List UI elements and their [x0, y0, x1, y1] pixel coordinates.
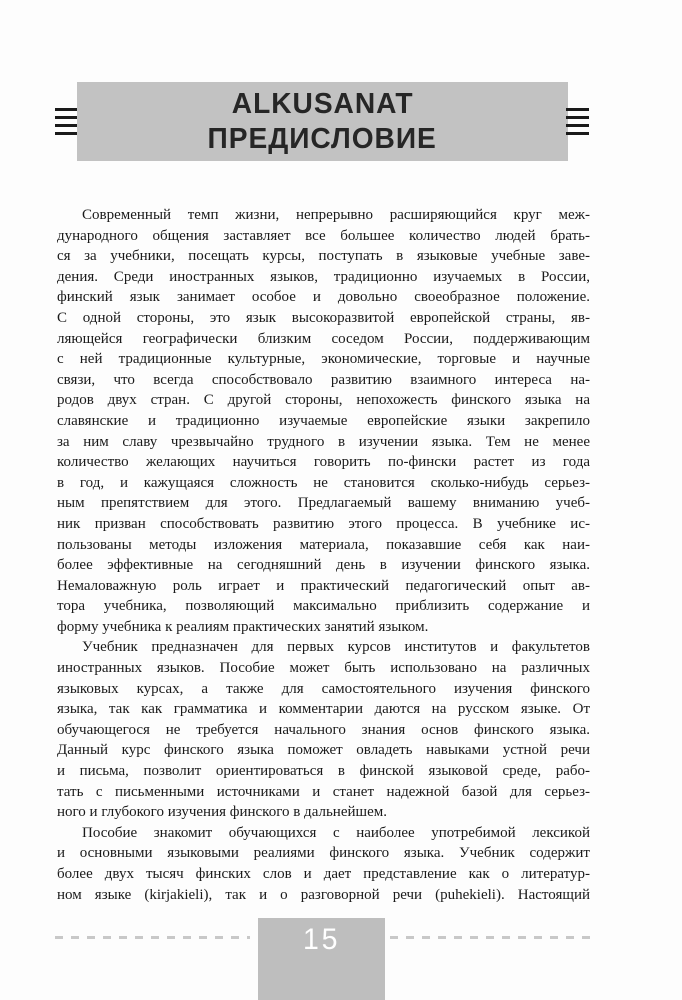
- text-line: и основными языковыми реалиями финского языка. Учебник содержит: [57, 845, 590, 862]
- text-line: за ним славу чрезвычайно трудного в изучении языка. Тем не менее: [57, 433, 590, 450]
- text-line: ном языке (kirjakieli), так и о разговорной речи (puhekieli). Настоящий: [57, 886, 590, 903]
- text-line: родов двух стран. С другой стороны, непохожесть финского языка на: [57, 392, 590, 409]
- chapter-title-finnish: ALKUSANAT: [231, 87, 414, 120]
- text-line: дународного общения заставляет все большее количество людей брать-: [57, 227, 590, 244]
- text-line: форму учебника к реалиям практических занятий языком.: [57, 618, 429, 635]
- page-number-box: [258, 918, 385, 1000]
- text-line: ник призван способствовать развитию этого процесса. В учебнике ис-: [57, 515, 590, 532]
- text-line: в год, и кажущаяся сложность не становится сколько-нибудь серьез-: [57, 474, 590, 491]
- paragraph: [57, 823, 590, 905]
- text-line: тора учебника, позволяющий максимально приблизить содержание и: [57, 598, 590, 615]
- text-line: ным препятствием для этого. Предлагаемый вашему вниманию учеб-: [57, 495, 590, 512]
- text-line: языка, так как грамматика и комментарии даются на русском языке. От: [57, 701, 590, 718]
- text-line: славянские и традиционно изучаемые европейские языки закрепило: [57, 412, 590, 429]
- text-line: дения. Среди иностранных языков, традиционно изучаемых в России,: [57, 268, 590, 285]
- text-line: более двух тысяч финских слов и дает представление как о литератур-: [57, 866, 590, 882]
- text-line: языковых курсах, а также для самостоятельного изучения финского: [57, 680, 590, 697]
- text-line: тать с письменными источниками и станет надежной базой для серьез-: [57, 783, 590, 800]
- text-line: финский язык занимает особое и довольно своеобразное положение.: [57, 289, 590, 306]
- text-line: Пособие знакомит обучающихся с наиболее употребимой лексикой: [82, 824, 590, 841]
- text-line: более эффективные на сегодняшний день в изучении финского языка.: [57, 557, 590, 574]
- rule-marks-left-icon: [55, 108, 78, 135]
- paragraph: [57, 637, 590, 822]
- text-line: пользованы методы изложения материала, показавшие себя как наи-: [57, 536, 590, 553]
- text-line: ся за учебники, посещать курсы, поступать в языковые учебные заве-: [57, 248, 590, 265]
- text-line: и письма, позволит ориентироваться в финской языковой среде, рабо-: [57, 763, 590, 780]
- text-line: Данный курс финского языка поможет овладеть навыками устной речи: [57, 742, 590, 759]
- text-line: связи, что всегда способствовало развитию взаимного интереса на-: [57, 371, 590, 388]
- paragraph: [57, 205, 590, 637]
- text-line: ного и глубокого изучения финского в дальнейшем.: [57, 804, 387, 821]
- text-line: обучающегося не требуется начального знания основ финского языка.: [57, 721, 590, 738]
- rule-marks-right-icon: [566, 108, 589, 135]
- text-line: с ней традиционные культурные, экономические, торговые и научные: [57, 351, 590, 368]
- text-line: Учебник предназначен для первых курсов институтов и факультетов: [82, 639, 590, 656]
- text-line: ляющейся географически близким соседом России, поддерживающим: [57, 330, 590, 347]
- text-line: С одной стороны, это язык высокоразвитой европейской страны, яв-: [57, 309, 590, 326]
- text-line: Немаловажную роль играет и практический педагогический опыт ав-: [57, 577, 590, 594]
- chapter-title-banner: [77, 82, 568, 161]
- page-number: 15: [302, 923, 341, 956]
- text-line: Современный темп жизни, непрерывно расширяющийся круг меж-: [82, 207, 590, 223]
- body-text: [57, 205, 590, 905]
- text-line: количество желающих научиться говорить по-фински растет из года: [57, 454, 590, 471]
- dashed-rule-right: [390, 936, 590, 939]
- text-line: иностранных языков. Пособие может быть использовано на различных: [57, 660, 590, 677]
- chapter-title-russian: ПРЕДИСЛОВИЕ: [207, 122, 438, 155]
- dashed-rule-left: [55, 936, 250, 939]
